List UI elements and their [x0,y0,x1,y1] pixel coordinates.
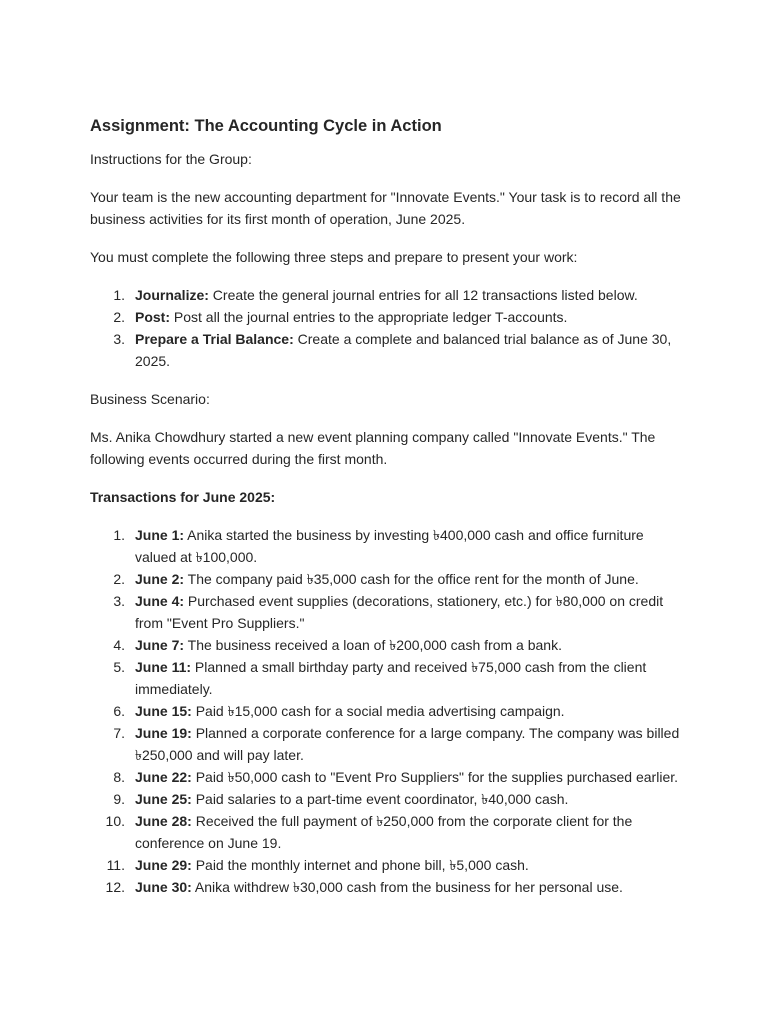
transaction-text: Paid the monthly internet and phone bill, ৳5,000 cash. [191,857,529,873]
list-item [90,306,682,328]
list-number: 8. [113,769,125,785]
step-text: Post all the journal entries to the appropriate ledger T-accounts. [170,309,568,325]
transaction-text: Anika started the business by investing ৳400,000 cash and office furniture valued at ৳100,000. [135,527,644,565]
list-item [90,766,682,788]
list-number: 1. [113,527,125,543]
transaction-date: June 11: [135,659,192,675]
transaction-text: Received the full payment of ৳250,000 from the corporate client for the conference on June 19. [135,813,633,851]
list-number: 3. [113,593,125,609]
transaction-date: June 28: [135,813,192,829]
transaction-date: June 30: [135,879,192,895]
steps-list [90,284,682,372]
document-title: Assignment: The Accounting Cycle in Action [90,117,442,135]
step-label: Journalize: [135,287,209,303]
transaction-text: Paid ৳15,000 cash for a social media advertising campaign. [191,703,565,719]
list-item [90,524,682,568]
list-number: 2. [113,571,125,587]
list-item [90,284,682,306]
transaction-text: Anika withdrew ৳30,000 cash from the business for her personal use. [191,879,623,895]
list-item [90,788,682,810]
list-item [90,568,682,590]
list-number: 9. [113,791,125,807]
step-text: Create a complete and balanced trial balance as of June 30, 2025. [135,331,672,369]
transaction-text: Paid salaries to a part-time event coordinator, ৳40,000 cash. [191,791,569,807]
list-number: 1. [113,287,125,303]
transaction-text: The company paid ৳35,000 cash for the office rent for the month of June. [184,571,639,587]
list-number: 2. [113,309,125,325]
list-item [90,876,682,898]
intro-paragraph: Your team is the new accounting department for "Innovate Events." Your task is to record all the business activities for its first month of operation, June 2025. [90,189,681,227]
list-item [90,810,682,854]
transaction-text: Planned a corporate conference for a large company. The company was billed ৳250,000 and will pay later. [135,725,680,763]
list-item [90,590,682,634]
transaction-date: June 2: [135,571,185,587]
list-item [90,854,682,876]
list-item [90,634,682,656]
transaction-date: June 29: [135,857,192,873]
transactions-list [90,524,682,898]
scenario-label: Business Scenario: [90,391,210,407]
step-label: Post: [135,309,170,325]
list-number: 12. [105,879,125,895]
list-number: 4. [113,637,125,653]
instructions-label: Instructions for the Group: [90,151,252,167]
transaction-text: Planned a small birthday party and received ৳75,000 cash from the client immediately. [135,659,647,697]
transaction-date: June 25: [135,791,192,807]
list-number: 5. [113,659,125,675]
transaction-text: The business received a loan of ৳200,000 cash from a bank. [184,637,562,653]
list-number: 7. [113,725,125,741]
list-number: 3. [113,331,125,347]
transaction-date: June 19: [135,725,192,741]
document-page [90,115,682,898]
list-item [90,700,682,722]
transaction-date: June 22: [135,769,192,785]
list-number: 6. [113,703,125,719]
step-text: Create the general journal entries for all 12 transactions listed below. [208,287,638,303]
transaction-date: June 4: [135,593,185,609]
list-item [90,722,682,766]
list-item [90,328,682,372]
transaction-date: June 15: [135,703,192,719]
transaction-text: Purchased event supplies (decorations, stationery, etc.) for ৳80,000 on credit from "Event Pro Suppliers." [135,593,664,631]
transaction-text: Paid ৳50,000 cash to "Event Pro Suppliers" for the supplies purchased earlier. [191,769,679,785]
transaction-date: June 1: [135,527,185,543]
list-number: 11. [106,857,125,873]
step-label: Prepare a Trial Balance: [135,331,294,347]
transaction-date: June 7: [135,637,185,653]
list-item [90,656,682,700]
transactions-heading: Transactions for June 2025: [90,489,276,505]
steps-intro: You must complete the following three steps and prepare to present your work: [90,249,578,265]
list-number: 10. [105,813,125,829]
scenario-paragraph: Ms. Anika Chowdhury started a new event planning company called "Innovate Events." The following events occurred during the first month. [90,429,656,467]
